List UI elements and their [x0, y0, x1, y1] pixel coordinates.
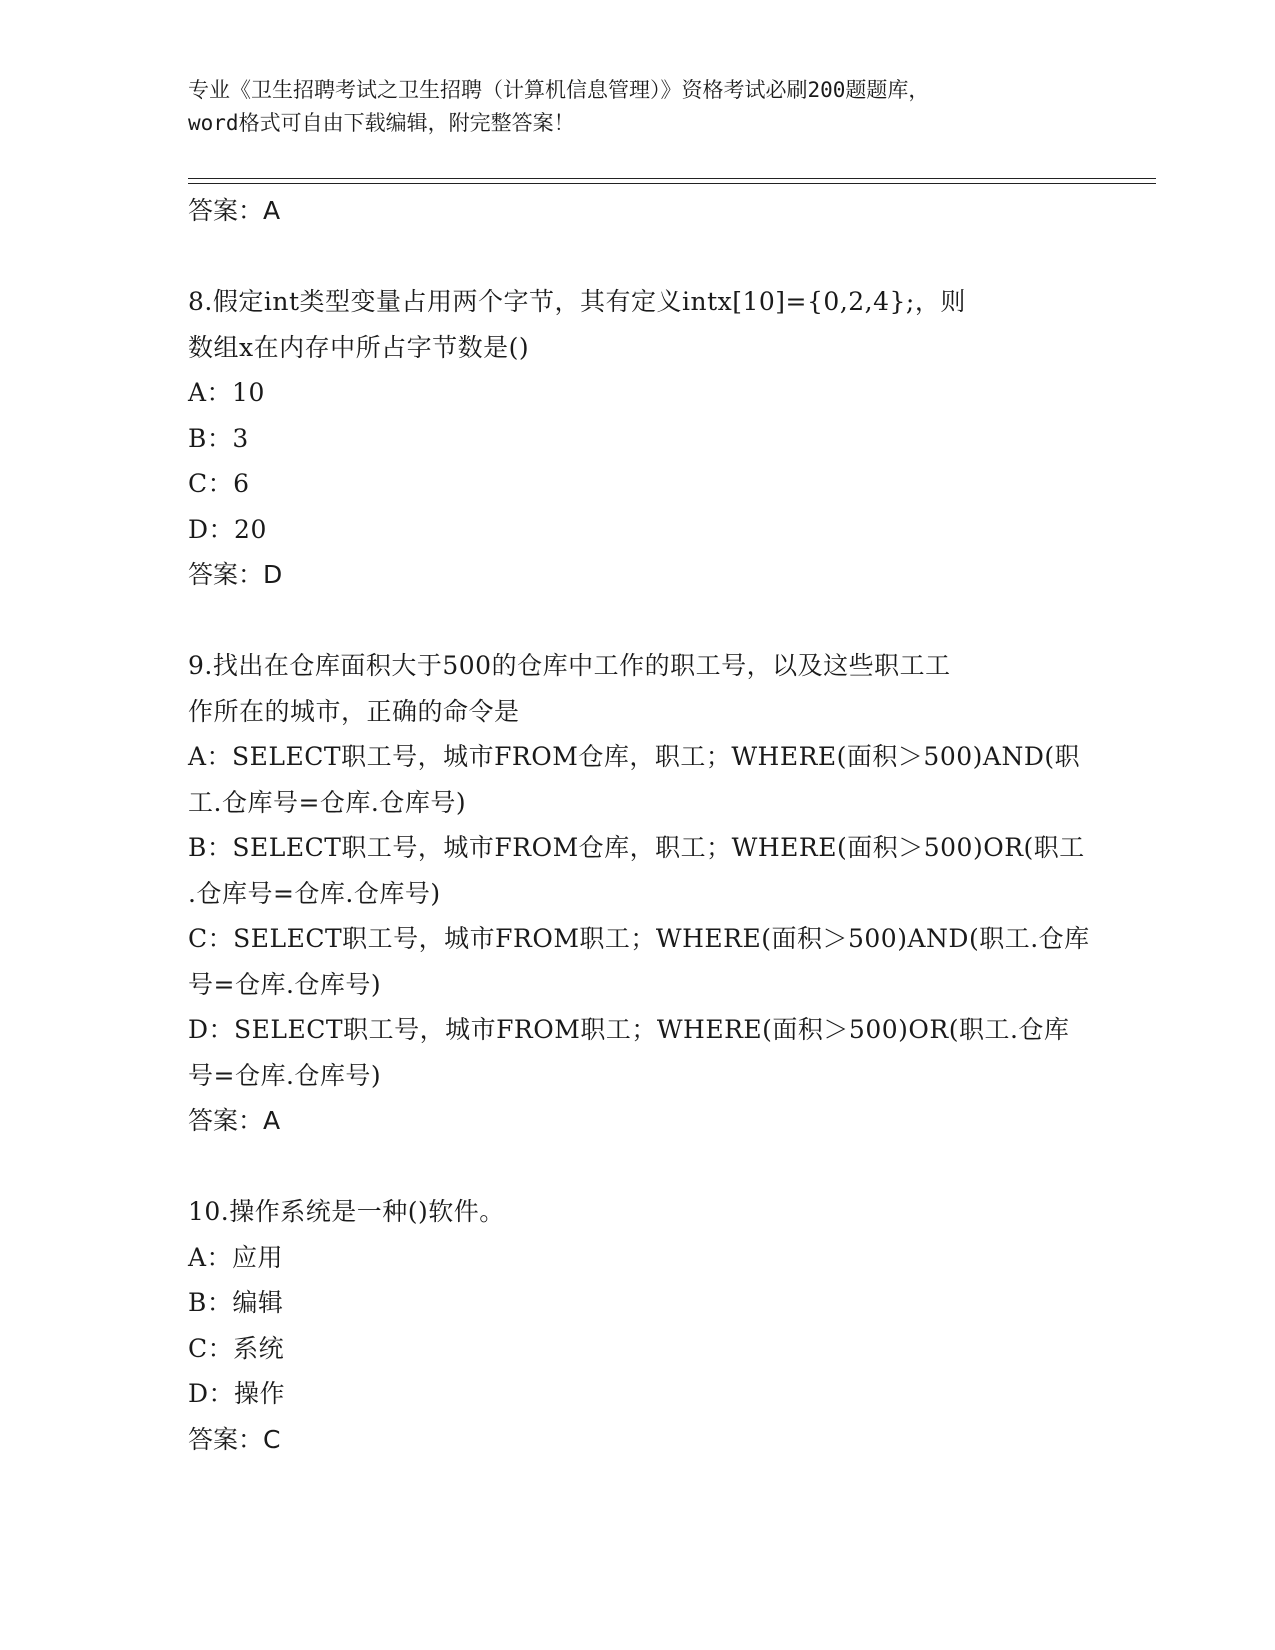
question-stem-line: 10.操作系统是一种()软件。: [188, 1197, 505, 1226]
option-a: A：SELECT职工号，城市FROM仓库，职工；WHERE(面积＞500)AND(职: [188, 742, 1081, 771]
header-line-1: 专业《卫生招聘考试之卫生招聘（计算机信息管理）》资格考试必刷200题题库，: [188, 78, 930, 102]
question-stem-line: 9.找出在仓库面积大于500的仓库中工作的职工号，以及这些职工工: [188, 651, 951, 680]
option-c-continued: 号=仓库.仓库号): [188, 969, 382, 999]
question-8: [188, 279, 1088, 598]
header-line-2: word格式可自由下载编辑，附完整答案！: [188, 111, 575, 135]
option-c: C：6: [188, 469, 250, 498]
option-d: D：操作: [188, 1379, 286, 1408]
option-d: D：SELECT职工号，城市FROM职工；WHERE(面积＞500)OR(职工.仓库: [188, 1015, 1070, 1044]
question-stem-line: 8.假定int类型变量占用两个字节，其有定义intx[10]={0,2,4};，则: [188, 287, 966, 316]
option-c: C：SELECT职工号，城市FROM职工；WHERE(面积＞500)AND(职工.仓库: [188, 924, 1090, 953]
option-b: B：SELECT职工号，城市FROM仓库，职工；WHERE(面积＞500)OR(职工: [188, 833, 1085, 862]
previous-answer: 答案：A: [188, 196, 281, 225]
option-b: B：编辑: [188, 1288, 284, 1317]
option-b: B：3: [188, 423, 249, 453]
option-d-continued: 号=仓库.仓库号): [188, 1060, 382, 1090]
question-stem-line: 数组x在内存中所占字节数是(): [188, 332, 530, 362]
option-b-continued: .仓库号=仓库.仓库号): [188, 878, 441, 908]
option-d: D：20: [188, 514, 267, 544]
spacer: [188, 234, 1088, 280]
question-10: [188, 1189, 1088, 1462]
option-c: C：系统: [188, 1333, 285, 1363]
option-a-continued: 工.仓库号=仓库.仓库号): [188, 787, 467, 817]
answer: 答案：C: [188, 1424, 281, 1454]
spacer: [188, 598, 1088, 644]
page-header: [188, 74, 1088, 140]
question-9: [188, 643, 1088, 1144]
answer: 答案：D: [188, 560, 283, 589]
question-stem-line: 作所在的城市，正确的命令是: [188, 696, 520, 726]
spacer: [188, 1144, 1088, 1190]
option-a: A：应用: [188, 1242, 284, 1272]
answer: 答案：A: [188, 1106, 281, 1135]
option-a: A：10: [188, 378, 265, 407]
header-divider-top: [188, 178, 1156, 179]
header-divider-bottom: [188, 183, 1156, 184]
question-list: [188, 188, 1088, 1462]
